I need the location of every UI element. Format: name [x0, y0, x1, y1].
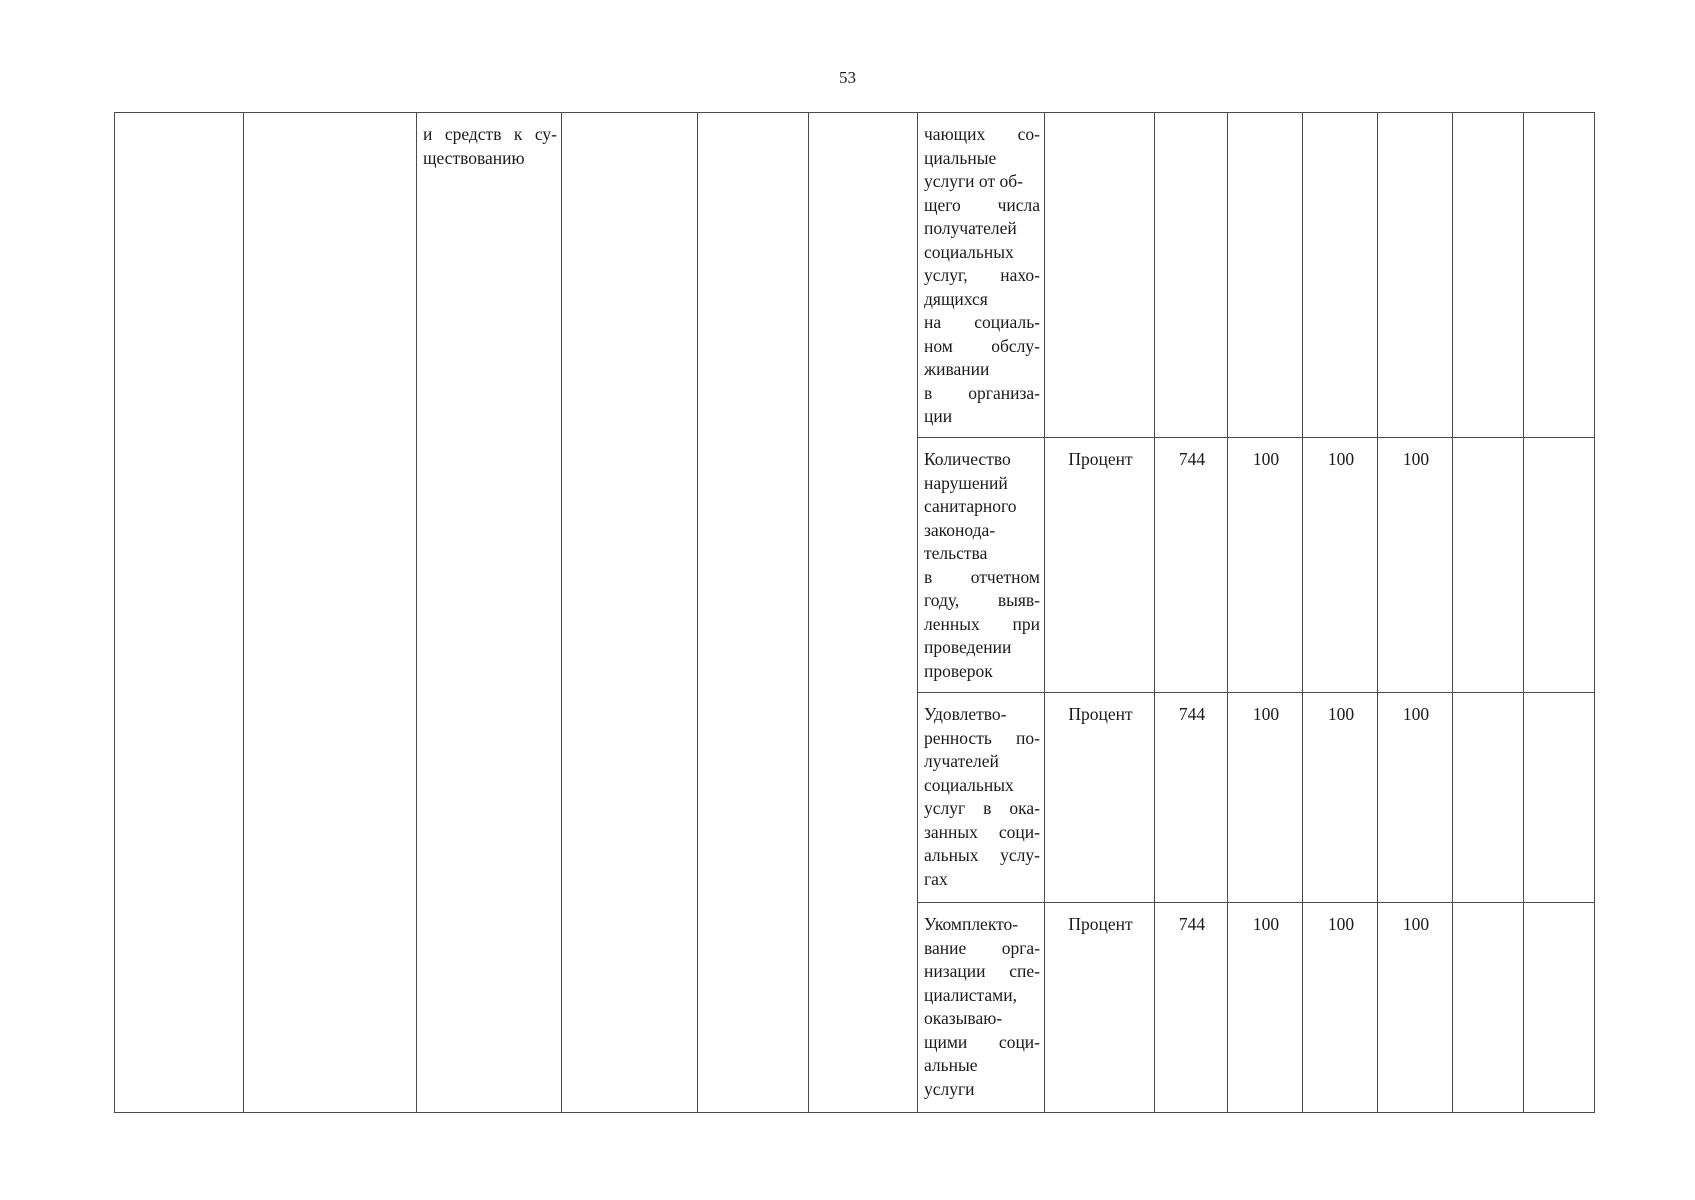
- cell-col6: [809, 113, 918, 1113]
- empty-cell: [1524, 903, 1595, 1113]
- indicator-cell: [918, 113, 1045, 438]
- text-line: социальных: [924, 774, 1014, 795]
- text-line: на социаль-: [924, 312, 1040, 332]
- text-line: вание орга-: [924, 937, 1040, 958]
- value-cell: [1228, 113, 1303, 438]
- value-cell: 100: [1303, 903, 1378, 1113]
- text-line: Удовлетво-: [924, 704, 1007, 724]
- text-line: в организа-: [924, 382, 1040, 403]
- value-cell: 100: [1303, 438, 1378, 693]
- cell-col5: [698, 113, 809, 1113]
- value-cell: [1378, 113, 1453, 438]
- text-line: ренность по-: [924, 727, 1040, 748]
- text-line: в отчетном: [924, 566, 1040, 587]
- text-line: лучателей: [924, 751, 999, 771]
- value-cell: 100: [1303, 693, 1378, 903]
- code-cell: 744: [1155, 438, 1228, 693]
- text-line: альных услу-: [924, 845, 1040, 865]
- text-line: оказываю-: [924, 1008, 1003, 1028]
- cell-col4: [562, 113, 698, 1113]
- unit-cell: Процент: [1045, 438, 1155, 693]
- empty-cell: [1453, 438, 1524, 693]
- cell-col1: [115, 113, 244, 1113]
- text-line: ном обслу-: [924, 335, 1040, 356]
- empty-cell: [1524, 113, 1595, 438]
- text-line: тельства: [924, 543, 988, 563]
- value-cell: 100: [1228, 903, 1303, 1113]
- text-line: Количество: [924, 449, 1011, 469]
- indicator-cell: [918, 438, 1045, 693]
- empty-cell: [1524, 693, 1595, 903]
- text-line: услуг, нахо-: [924, 265, 1040, 285]
- text-line: циалистами,: [924, 984, 1017, 1005]
- code-cell: [1155, 113, 1228, 438]
- text-line: альные: [924, 1055, 978, 1075]
- text-line: ции: [924, 406, 953, 426]
- text-line: социальных: [924, 241, 1014, 262]
- indicator-cell: [918, 693, 1045, 903]
- text-line: ществованию: [423, 147, 525, 168]
- text-line: циальные: [924, 147, 997, 168]
- unit-cell: Процент: [1045, 903, 1155, 1113]
- code-cell: 744: [1155, 903, 1228, 1113]
- text-line: нарушений: [924, 472, 1008, 493]
- text-line: и средств к су-: [423, 124, 557, 144]
- value-cell: 100: [1378, 903, 1453, 1113]
- text-line: живании: [924, 359, 990, 379]
- text-line: проведении: [924, 637, 1012, 657]
- text-line: низации спе-: [924, 961, 1040, 981]
- text-line: Укомплекто-: [924, 914, 1019, 934]
- text-line: санитарного: [924, 496, 1017, 516]
- text-line: ленных при: [924, 613, 1040, 634]
- text-line: законода-: [924, 519, 996, 540]
- text-line: проверок: [924, 660, 993, 681]
- text-line: дящихся: [924, 288, 988, 309]
- text-line: получателей: [924, 218, 1017, 238]
- empty-cell: [1453, 113, 1524, 438]
- services-table: [114, 112, 1595, 1113]
- cell-col2: [244, 113, 417, 1113]
- unit-cell: Процент: [1045, 693, 1155, 903]
- value-cell: 100: [1378, 693, 1453, 903]
- value-cell: [1303, 113, 1378, 438]
- code-cell: 744: [1155, 693, 1228, 903]
- page-number: 53: [839, 68, 856, 87]
- empty-cell: [1453, 903, 1524, 1113]
- cell-col3: [417, 113, 562, 1113]
- text-line: занных соци-: [924, 821, 1040, 842]
- table-row: [115, 113, 1595, 438]
- text-line: щего числа: [924, 194, 1040, 215]
- value-cell: 100: [1228, 438, 1303, 693]
- text-line: услуг в ока-: [924, 798, 1040, 818]
- text-line: щими соци-: [924, 1031, 1040, 1052]
- unit-cell: [1045, 113, 1155, 438]
- text-line: гах: [924, 868, 948, 889]
- text-line: чающих со-: [924, 124, 1040, 144]
- indicator-cell: [918, 903, 1045, 1113]
- text-line: году, выяв-: [924, 590, 1040, 610]
- value-cell: 100: [1228, 693, 1303, 903]
- value-cell: 100: [1378, 438, 1453, 693]
- empty-cell: [1453, 693, 1524, 903]
- empty-cell: [1524, 438, 1595, 693]
- text-line: услуги: [924, 1078, 975, 1099]
- text-line: услуги от об-: [924, 171, 1023, 191]
